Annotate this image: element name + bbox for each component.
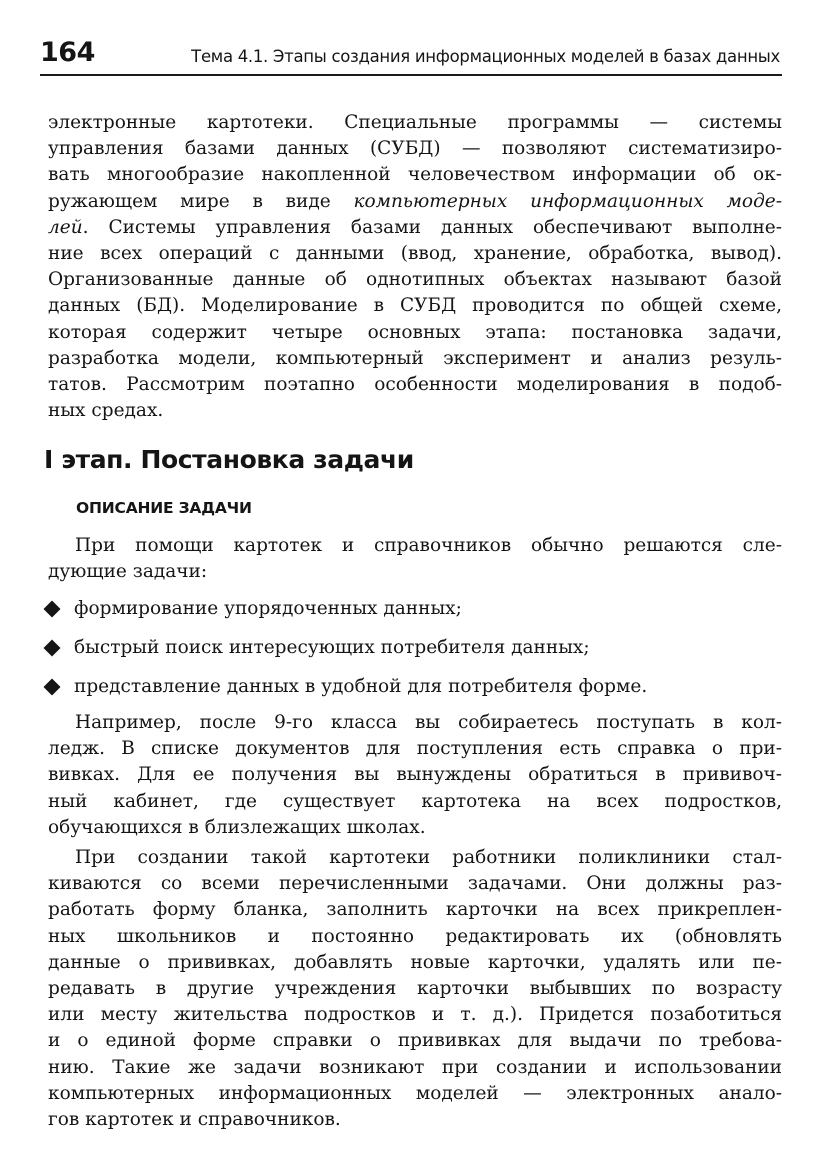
intro-paragraph (48, 110, 782, 424)
text-line: ние всех операций с данными (ввод, хранение, обработка, вывод). (48, 243, 782, 265)
text-line: татов. Рассмотрим поэтапно особенности моделирования в подоб- (48, 374, 782, 396)
text-line: данных (БД). Моделирование в СУБД проводится по общей схеме, (48, 295, 782, 317)
text-line: При создании такой картотеки работники поликлиники стал- (75, 847, 782, 868)
text-line: и о единой форме справки о прививках для выдачи по требова- (48, 1030, 782, 1052)
text-line: обучающихся в близлежащих школах. (48, 816, 426, 838)
text-line (48, 215, 782, 241)
text-line: ледж. В списке документов для поступления есть справка о при- (48, 738, 782, 760)
running-title: Тема 4.1. Этапы создания информационных моделей в базах данных (191, 47, 780, 66)
text-line: киваются со всеми перечисленными задачами. Они должны раз- (48, 873, 782, 895)
text-line: ных средах. (48, 400, 164, 422)
list-item (44, 634, 784, 662)
clinic-paragraph (48, 845, 782, 1133)
text-line: вать многообразие накопленной человечеством информации об ок- (48, 164, 782, 186)
text-line: Например, после 9-го класса вы собираетесь поступать в кол- (75, 712, 782, 733)
diamond-bullet-icon (44, 601, 61, 618)
emphasized-term: лей (48, 216, 83, 238)
text-line: управления базами данных (СУБД) — позволяют систематизиро- (48, 138, 782, 160)
text-line: или месту жительства подростков и т. д.). Придется позаботиться (48, 1004, 782, 1026)
text-line: вивках. Для ее получения вы вынуждены обратиться в прививоч- (48, 764, 782, 786)
text-line: компьютерных информационных моделей — электронных анало- (48, 1082, 782, 1104)
page-number: 164 (40, 37, 95, 68)
text-fragment: ружающем мире в виде (48, 190, 354, 212)
list-item-text: представление данных в удобной для потребителя форме. (74, 675, 648, 697)
list-item-text: формирование упорядоченных данных; (74, 597, 462, 619)
text-line (48, 189, 782, 215)
list-item (44, 673, 784, 701)
text-line: При помощи картотек и справочников обычно решаются сле- (75, 535, 782, 556)
text-line: ных школьников и постоянно редактировать их (обновлять (48, 925, 782, 947)
section-heading: I этап. Постановка задачи (44, 445, 414, 474)
emphasized-term: компьютерных информационных моде- (353, 190, 782, 212)
text-line: электронные картотеки. Специальные программы — системы (48, 112, 782, 133)
text-line: редавать в другие учреждения карточки выбывших по возрасту (48, 978, 782, 1000)
text-fragment: . Системы управления базами данных обеспечивают выполне- (82, 216, 782, 238)
text-line: данные о прививках, добавлять новые карточки, удалять или пе- (48, 951, 782, 973)
text-line: нию. Такие же задачи возникают при создании и использовании (48, 1056, 782, 1078)
text-line: Организованные данные об однотипных объектах называют базой (48, 269, 782, 291)
diamond-bullet-icon (44, 640, 61, 657)
list-item-text: быстрый поиск интересующих потребителя данных; (74, 636, 590, 658)
example-paragraph (48, 710, 782, 841)
text-line: дующие задачи: (48, 561, 208, 583)
page-header (40, 38, 782, 76)
subheading: ОПИСАНИЕ ЗАДАЧИ (76, 499, 252, 517)
text-line: разработка модели, компьютерный эксперимент и анализ резуль- (48, 347, 782, 369)
diamond-bullet-icon (44, 679, 61, 696)
list-item (44, 595, 784, 623)
text-line: гов картотек и справочников. (48, 1109, 341, 1131)
tasks-intro-paragraph (48, 533, 782, 585)
text-line: ный кабинет, где существует картотека на всех подростков, (48, 790, 782, 812)
text-line: работать форму бланка, заполнить карточки на всех прикреплен- (48, 899, 782, 921)
text-line: которая содержит четыре основных этапа: постановка задачи, (48, 321, 782, 343)
